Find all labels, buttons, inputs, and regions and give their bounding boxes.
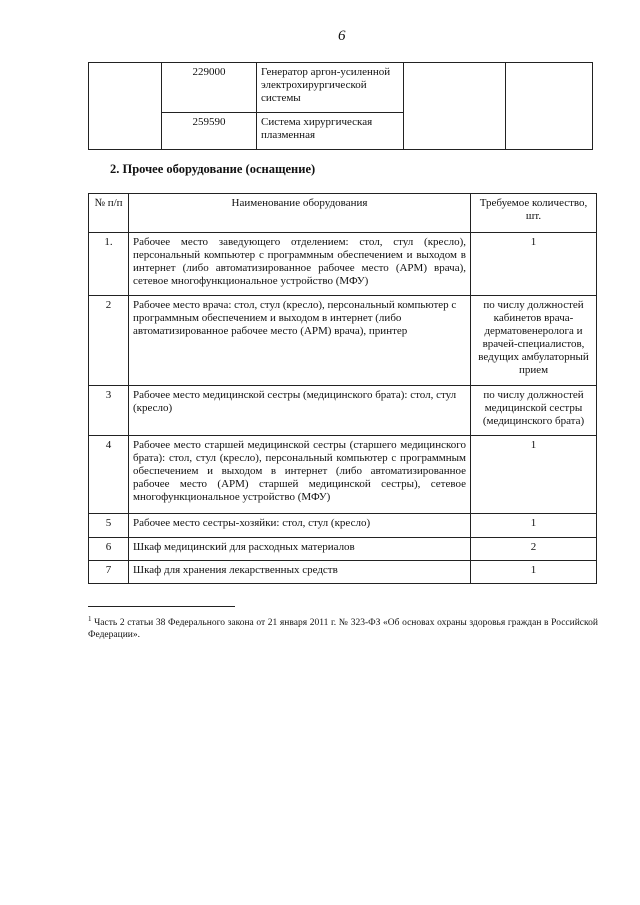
row-qty: 1: [471, 514, 597, 538]
row-qty: 1: [471, 561, 597, 584]
row-num: 5: [89, 514, 129, 538]
row-qty: по числу должностей кабинетов врача-дерматовенеролога и врачей-специалистов, ведущих амбулаторный прием: [471, 296, 597, 386]
row-num: 1.: [89, 233, 129, 296]
row-num: 3: [89, 386, 129, 436]
footnote-divider: [88, 606, 235, 607]
code-cell: 259590: [162, 113, 257, 150]
name-cell: Система хирургическая плазменная: [257, 113, 404, 150]
table-row: [89, 296, 597, 386]
row-name: Шкаф медицинский для расходных материалов: [129, 538, 471, 561]
row-name: Шкаф для хранения лекарственных средств: [129, 561, 471, 584]
footnote-text: Часть 2 статьи 38 Федерального закона от 21 января 2011 г. № 323-ФЗ «Об основах охраны здоровья граждан в Российской Федерации».: [88, 618, 598, 641]
footnote: [88, 613, 598, 641]
table-row: [89, 561, 597, 584]
row-qty: 1: [471, 233, 597, 296]
equipment-table-continued: [88, 62, 593, 150]
header-num: № п/п: [89, 194, 129, 233]
row-num: 4: [89, 436, 129, 514]
table-row: [89, 233, 597, 296]
other-equipment-table: [88, 193, 597, 584]
table-row: [89, 386, 597, 436]
header-qty: Требуемое количество, шт.: [471, 194, 597, 233]
row-num: 7: [89, 561, 129, 584]
code-cell: 229000: [162, 63, 257, 113]
row-name: Рабочее место врача: стол, стул (кресло), персональный компьютер с программным обеспечением и выходом в интернет (либо автоматизированное рабочее место (АРМ) врача), принтер: [129, 296, 471, 386]
footnote-mark: 1: [88, 615, 92, 623]
row-qty: 2: [471, 538, 597, 561]
name-cell: Генератор аргон-усиленной электрохирургической системы: [257, 63, 404, 113]
page-number: 6: [338, 28, 346, 44]
row-qty: по числу должностей медицинской сестры (медицинского брата): [471, 386, 597, 436]
row-num: 2: [89, 296, 129, 386]
table-row: [89, 436, 597, 514]
table-header-row: [89, 194, 597, 233]
row-name: Рабочее место медицинской сестры (медицинского брата): стол, стул (кресло): [129, 386, 471, 436]
row-name: Рабочее место старшей медицинской сестры (старшего медицинского брата): стол, стул (кресло), персональный компьютер с программным обеспечением и выходом в интернет (либо автоматизированное рабочее место (АРМ) старшей медицинской сестры), сетевое многофункциональное устройство (МФУ): [129, 436, 471, 514]
row-name: Рабочее место заведующего отделением: стол, стул (кресло), персональный компьютер с программным обеспечением и выходом в интернет (либо автоматизированное рабочее место (АРМ) врача), сетевое многофункциональное устройство (МФУ): [129, 233, 471, 296]
header-name: Наименование оборудования: [129, 194, 471, 233]
row-num: 6: [89, 538, 129, 561]
row-name: Рабочее место сестры-хозяйки: стол, стул (кресло): [129, 514, 471, 538]
section-title: 2. Прочее оборудование (оснащение): [110, 162, 316, 176]
table-row: [89, 514, 597, 538]
row-qty: 1: [471, 436, 597, 514]
table-row: [89, 63, 593, 113]
table-row: [89, 538, 597, 561]
